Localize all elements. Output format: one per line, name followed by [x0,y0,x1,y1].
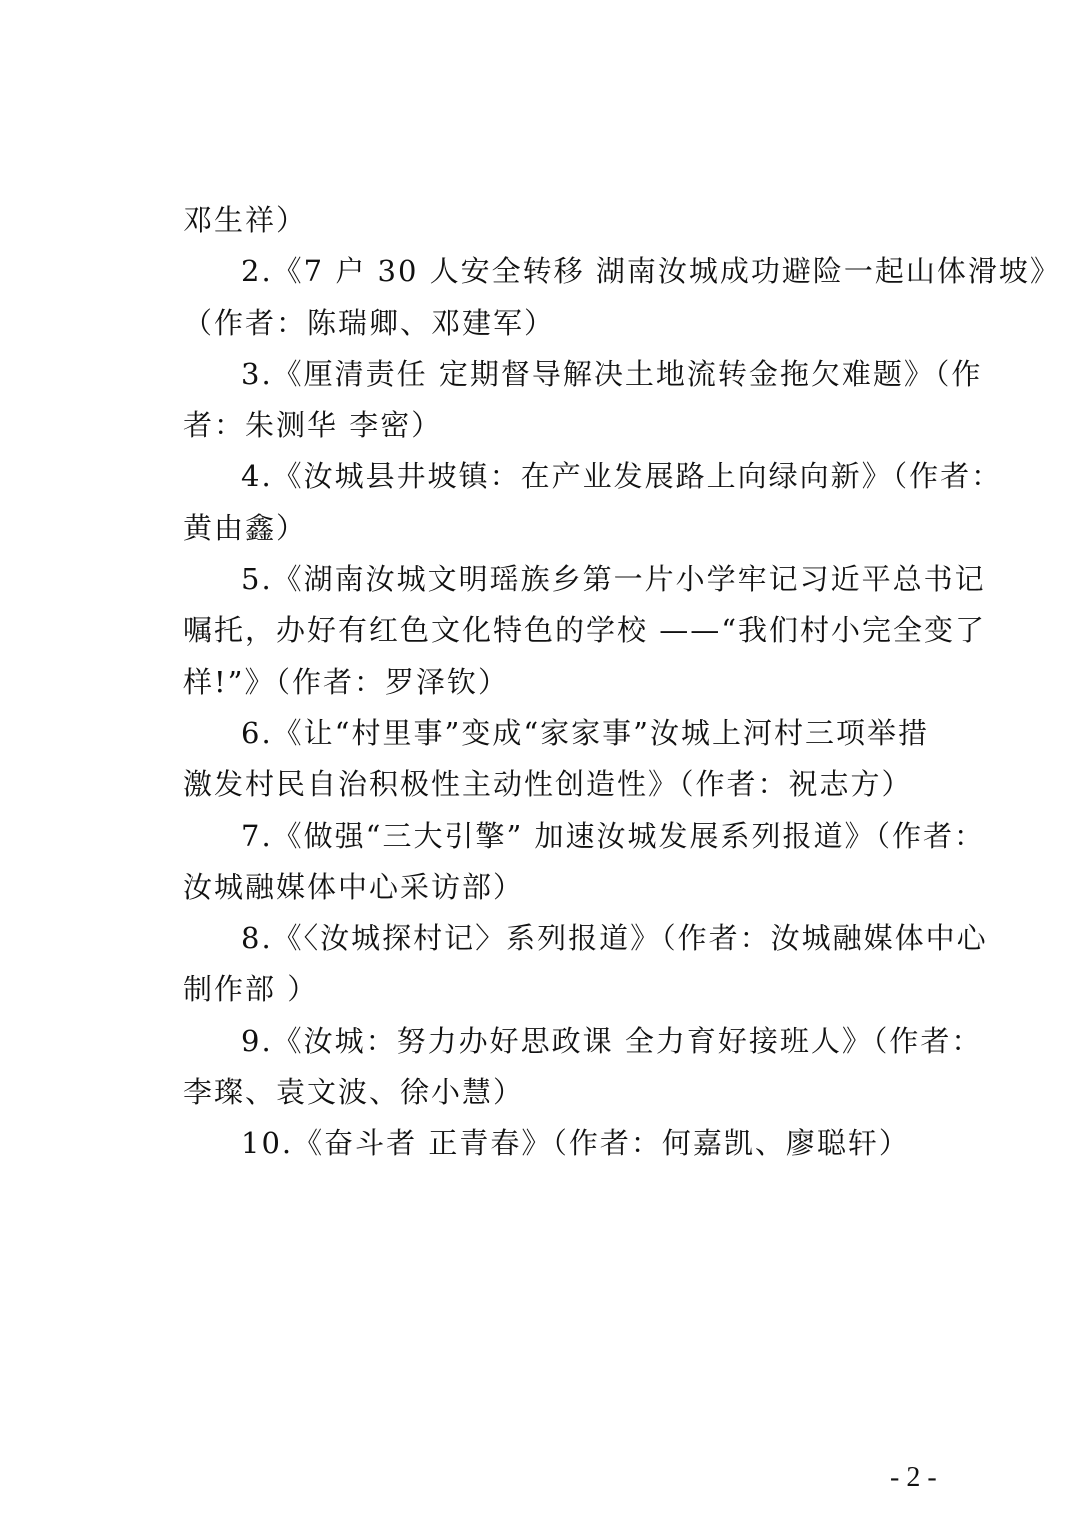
document-body [183,195,1061,1170]
text-line-12: 激发村民自治积极性主动性创造性》（作者：祝志方） [183,767,913,802]
text-line-10: 样!”》（作者：罗泽钦） [183,664,509,699]
text-line-9: 嘱托，办好有红色文化特色的学校 ——“我们村小完全变了 [183,613,987,648]
text-line-5: 者：朱测华 李密） [183,408,443,443]
page-number: - 2 - [890,1462,937,1493]
text-line-18: 李璨、袁文波、徐小慧） [183,1075,525,1110]
text-line-8: 5.《湖南汝城文明瑶族乡第一片小学牢记习近平总书记 [241,562,986,597]
text-line-15: 8.《〈汝城探村记〉系列报道》（作者：汝城融媒体中心 [241,921,988,956]
text-line-1: 邓生祥） [183,203,308,237]
text-line-17: 9.《汝城：努力办好思政课 全力育好接班人》（作者： [241,1023,983,1058]
text-line-6: 4.《汝城县井坡镇：在产业发展路上向绿向新》（作者： [241,459,1003,494]
text-line-3: （作者：陈瑞卿、邓建军） [183,305,556,340]
text-line-13: 7.《做强“三大引擎” 加速汝城发展系列报道》（作者： [241,818,986,853]
text-line-2: 2.《7 户 30 人安全转移 湖南汝城成功避险一起山体滑坡》 [241,254,1061,289]
text-line-19: 10.《奋斗者 正青春》（作者：何嘉凯、廖聪轩） [241,1126,910,1161]
text-line-11: 6.《让“村里事”变成“家家事”汝城上河村三项举措 [241,715,929,750]
text-line-7: 黄由鑫） [183,510,308,545]
text-line-4: 3.《厘清责任 定期督导解决土地流转金拖欠难题》（作 [241,356,983,391]
text-line-16: 制作部 ） [183,972,319,1007]
text-line-14: 汝城融媒体中心采访部） [183,869,525,904]
